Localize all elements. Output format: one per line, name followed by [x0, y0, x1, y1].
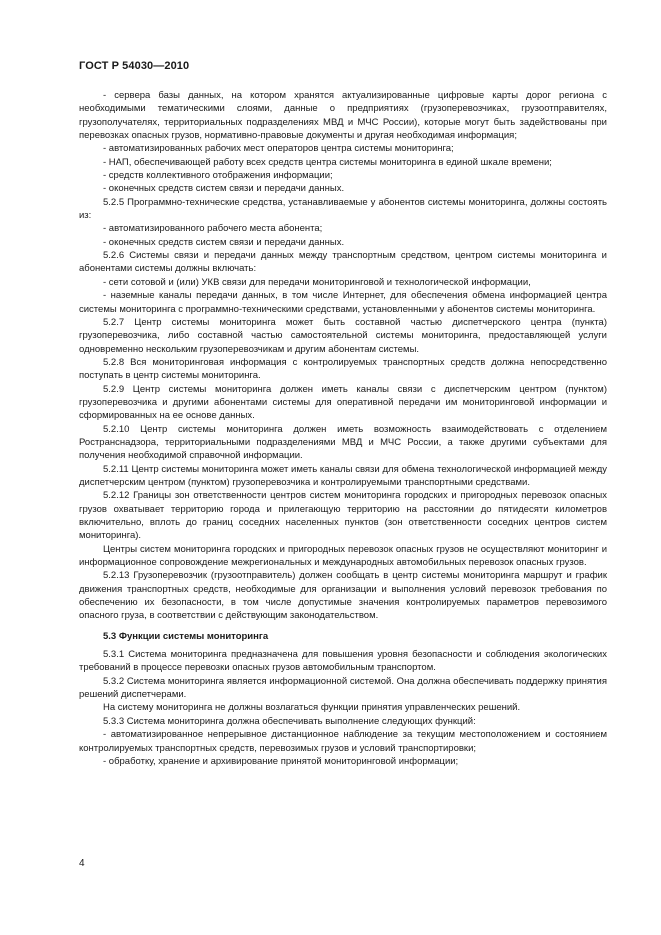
document-header: ГОСТ Р 54030—2010 — [79, 60, 190, 72]
paragraph: 5.2.10 Центр системы мониторинга должен иметь возможность взаимодействовать с отделением Ространснадзора, территориальными подразделениями МВД и МЧС России, а также другими субъектами для получения необходимой справочной информации. — [79, 423, 607, 462]
paragraph: Центры систем мониторинга городских и пригородных перевозок опасных грузов не осуществляют мониторинг и информационное сопровождение межрегиональных и международных автомобильных перевозок опасных грузов. — [79, 543, 607, 569]
document-body — [79, 89, 607, 768]
paragraph: - автоматизированного рабочего места абонента; — [103, 223, 323, 235]
paragraph: 5.3.3 Система мониторинга должна обеспечивать выполнение следующих функций: — [103, 715, 476, 727]
paragraph: - автоматизированное непрерывное дистанционное наблюдение за текущим местоположением и состоянием контролируемых транспортных средств, перевозимых грузов и условий транспортировки; — [79, 729, 607, 754]
paragraph: 5.2.11 Центр системы мониторинга может иметь каналы связи для обмена технологической информацией между диспетчерским центром (пунктом) грузоперевозчика и контролируемыми транспортными средствами. — [79, 463, 607, 488]
paragraph: - сервера базы данных, на котором хранятся актуализированные цифровые карты дорог региона с необходимыми тематическими слоями, данные о предприятиях (грузоперевозчиках, грузоотправителях, грузополучателях, территориальных подразделениях МВД и МЧС России), которые могут быть задействованы при перевозках опасных грузов, нормативно-правовые документы и другая необходимая информация; — [79, 90, 607, 142]
paragraph: 5.2.12 Границы зон ответственности центров систем мониторинга городских и пригородных перевозок опасных грузов охватывает территорию города и прилегающую территорию на расстоянии до пятидесяти километров включительно, вплоть до границ соседних населенных пунктов (зон ответственности соседних центров систем мониторинга). — [79, 490, 607, 542]
paragraph: - наземные каналы передачи данных, в том числе Интернет, для обеспечения обмена информацией центра системы мониторинга с программно-техническими средствами, установленными у абонентов системы мониторинга. — [79, 290, 607, 315]
paragraph: - оконечных средств систем связи и передачи данных. — [103, 183, 345, 195]
paragraph: 5.3.2 Система мониторинга является информационной системой. Она должна обеспечивать поддержку принятия решений диспетчерами. — [79, 675, 607, 701]
paragraph: 5.3.1 Система мониторинга предназначена для повышения уровня безопасности и соблюдения экологических требований в процессе перевозки опасных грузов автомобильным транспортом. — [79, 649, 607, 674]
paragraph: - НАП, обеспечивающей работу всех средств центра системы мониторинга в единой шкале времени; — [103, 156, 552, 168]
paragraph: 5.2.5 Программно-технические средства, устанавливаемые у абонентов системы мониторинга, должны состоять из: — [79, 196, 607, 222]
paragraph: - сети сотовой и (или) УКВ связи для передачи мониторинговой и технологической информации, — [103, 276, 531, 288]
paragraph: 5.2.9 Центр системы мониторинга должен иметь каналы связи с диспетчерским центром (пунктом) грузоперевозчика и другими абонентами системы для оперативной передачи им мониторинговой информации и сформированных на ее основе данных. — [79, 383, 607, 422]
paragraph: На систему мониторинга не должны возлагаться функции принятия управленческих решений. — [103, 702, 521, 714]
paragraph: 5.2.13 Грузоперевозчик (грузоотправитель) должен сообщать в центр системы мониторинга маршрут и график движения транспортных средств, необходимые для организации и выполнения условий перевозок требования по обеспечению их безопасности, в том числе допустимые значения контролируемых параметров перевозимого опасного груза, в соответствии с действующим законодательством. — [79, 570, 607, 622]
paragraph: 5.2.8 Вся мониторинговая информация с контролируемых транспортных средств должна непосредственно поступать в центр системы мониторинга. — [79, 356, 607, 382]
section-heading: 5.3 Функции системы мониторинга — [103, 630, 269, 642]
page-number: 4 — [79, 858, 85, 869]
paragraph: - оконечных средств систем связи и передачи данных. — [103, 236, 345, 248]
paragraph: - обработку, хранение и архивирование принятой мониторинговой информации; — [103, 755, 459, 767]
paragraph: 5.2.7 Центр системы мониторинга может быть составной частью диспетчерского центра (пункта) грузоперевозчика, либо составной частью самостоятельной системы мониторинга, предоставляющей услуги одновременно нескольким грузоперевозчикам и другим абонентам системы. — [79, 316, 607, 355]
paragraph: - автоматизированных рабочих мест операторов центра системы мониторинга; — [103, 143, 454, 155]
paragraph: - средств коллективного отображения информации; — [103, 170, 333, 182]
paragraph: 5.2.6 Системы связи и передачи данных между транспортным средством, центром системы мониторинга и абонентами системы должны включать: — [79, 250, 607, 275]
